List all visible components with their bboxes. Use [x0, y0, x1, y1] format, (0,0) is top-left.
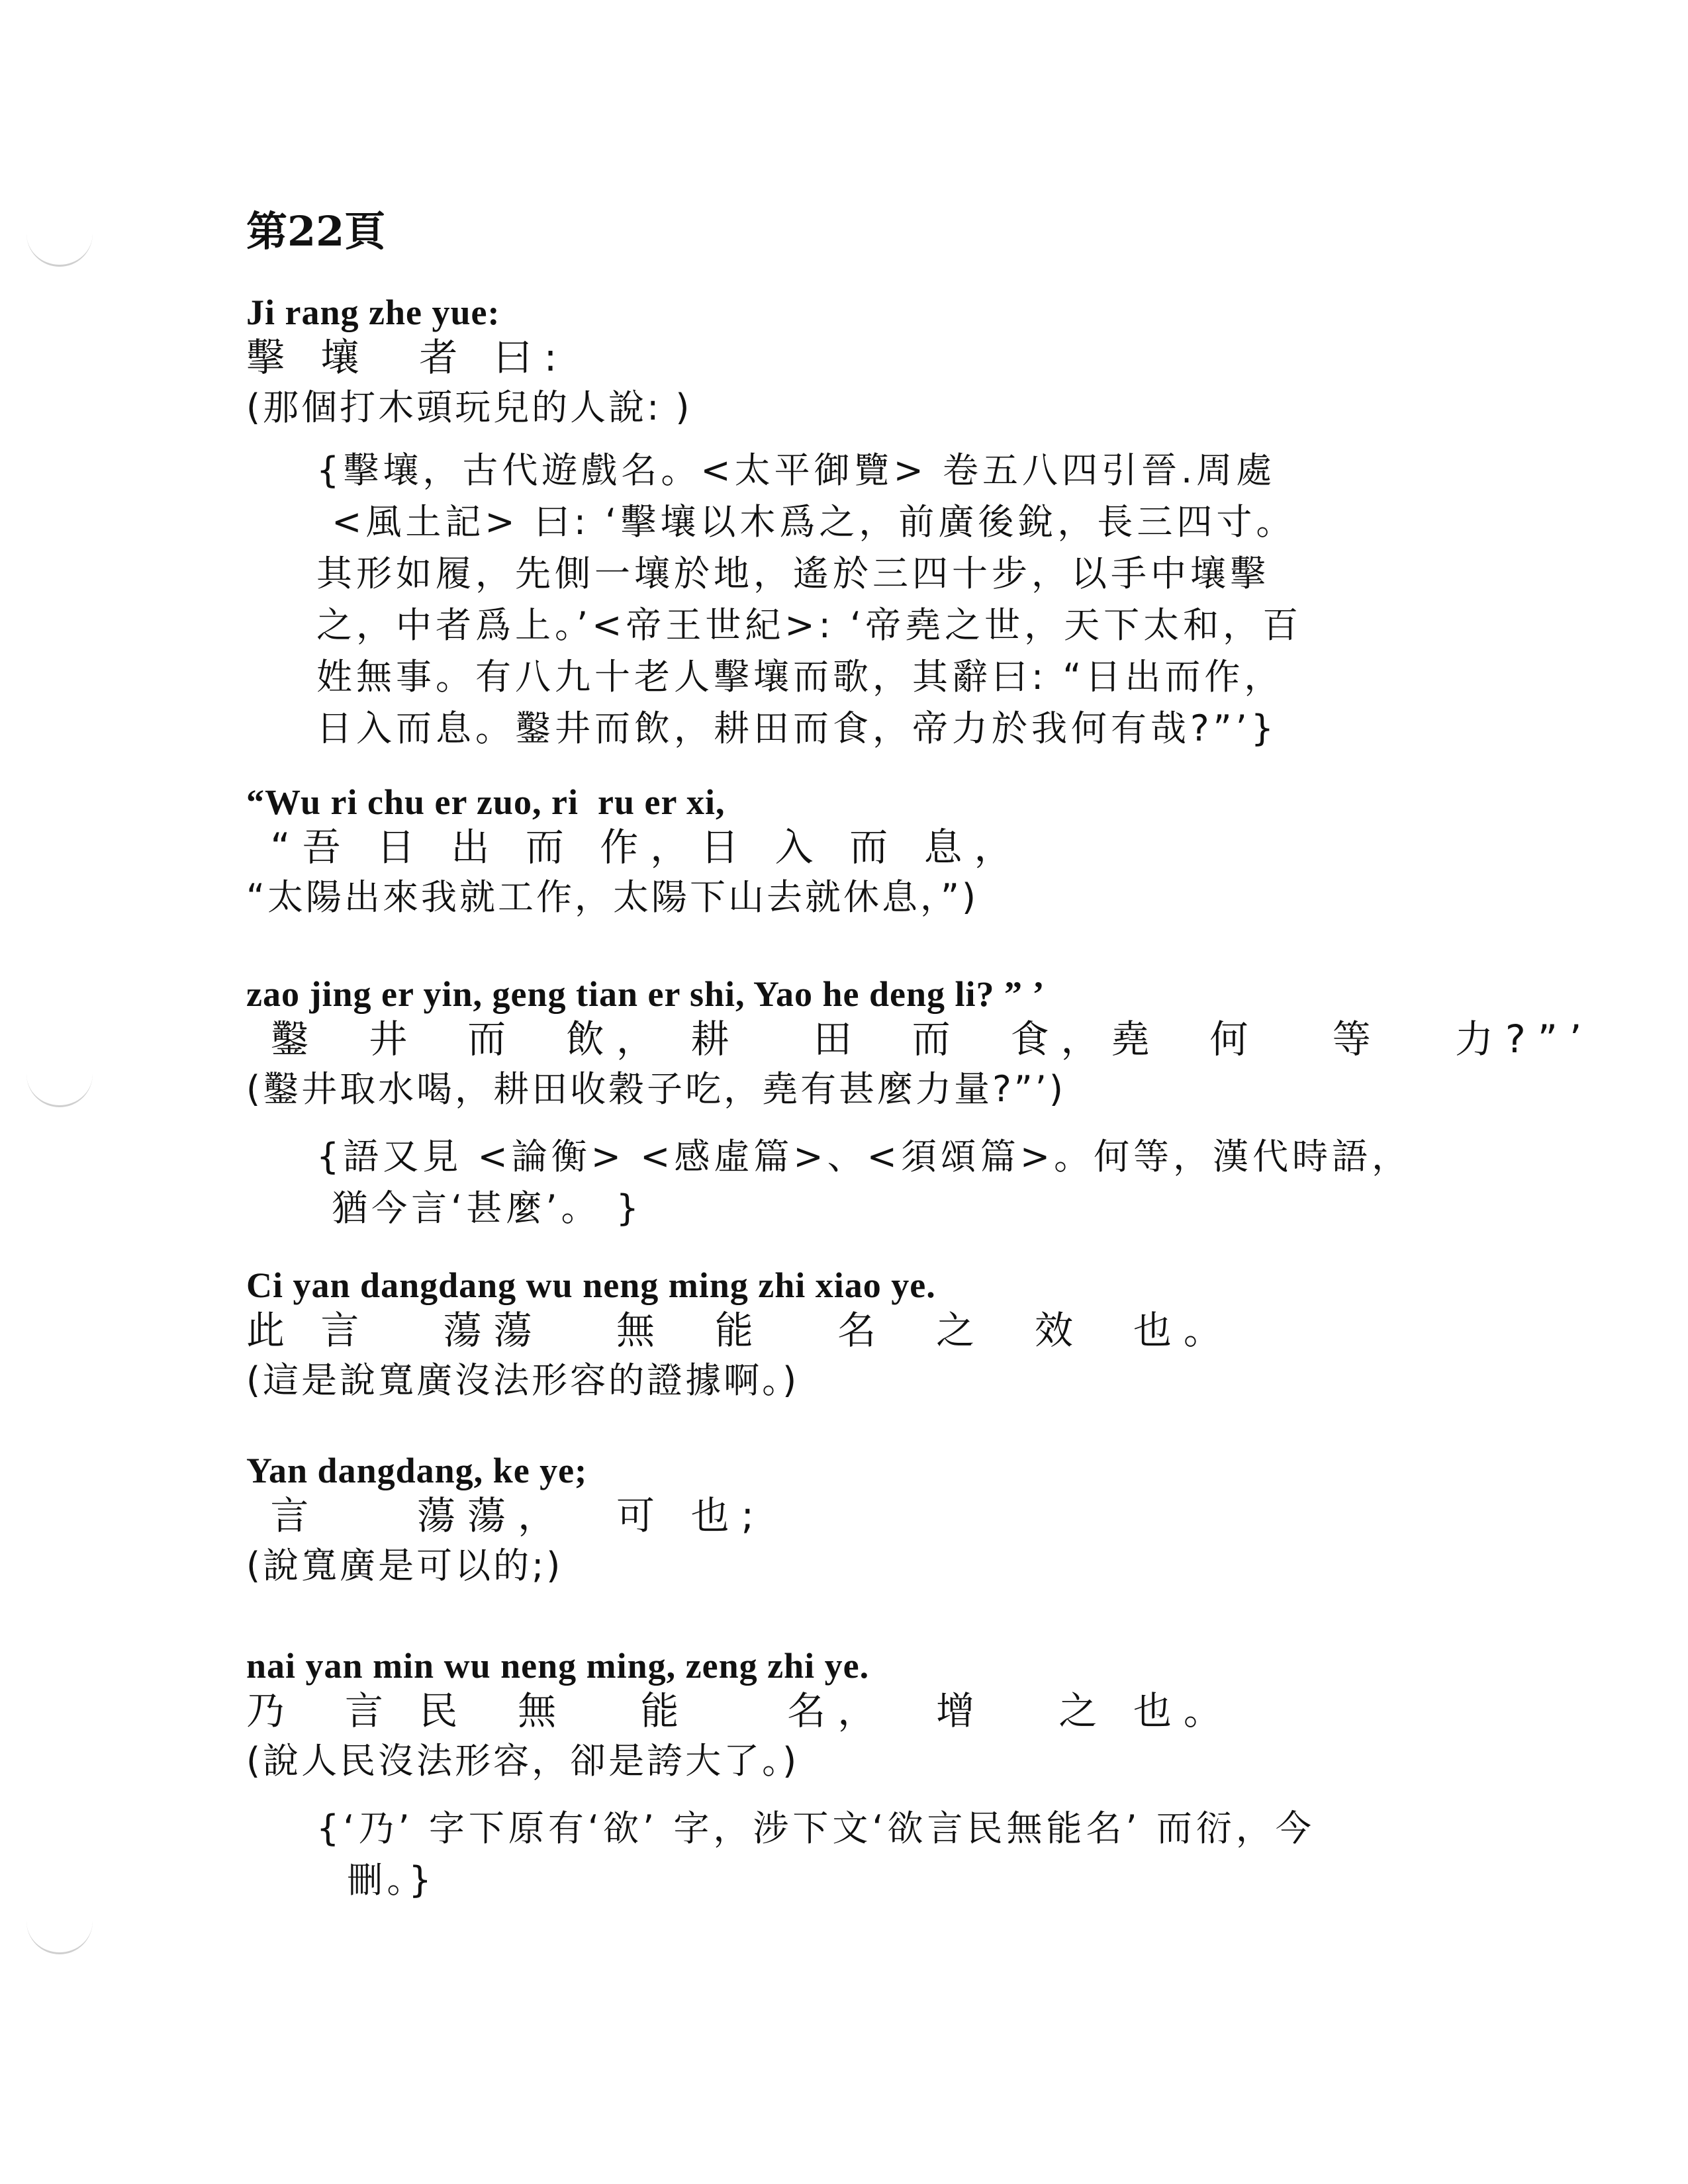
- note-line: {‘乃’ 字下原有‘欲’ 字，涉下文‘欲言民無能名’ 而衍，今: [316, 1807, 1315, 1849]
- punch-hole-mark: [26, 218, 93, 267]
- verse-section: [246, 784, 1504, 930]
- chinese-line: 鑿 井 而 飲， 耕 田 而 食，堯 何 等 力?”’: [246, 1017, 1594, 1062]
- note-line: 之，中者爲上。’<帝王世紀>: ‘帝堯之世，天下太和，百: [316, 604, 1303, 646]
- chinese-line: 此 言 蕩蕩 無 能 名 之 效 也。: [246, 1308, 1234, 1353]
- verse-section: [246, 1453, 1504, 1598]
- verse-section: [246, 1267, 1504, 1413]
- translation-line: (那個打木頭玩兒的人說: ): [246, 387, 692, 428]
- translation-line: (這是說寬廣沒法形容的證據啊。): [246, 1359, 800, 1401]
- chinese-line: 乃 言 民 無 能 名， 增 之 也。: [246, 1688, 1234, 1733]
- translation-line: (說人民沒法形容，卻是誇大了。): [246, 1740, 800, 1782]
- note-line: <風土記> 曰: ‘擊壤以木爲之，前廣後銳，長三四寸。: [316, 501, 1296, 543]
- verse-section: [246, 974, 1594, 1122]
- verse-section: [246, 295, 1504, 440]
- pinyin-line: Yan dangdang, ke ye;: [246, 1451, 588, 1490]
- page-title: 第22頁: [246, 207, 386, 255]
- pinyin-line: nai yan min wu neng ming, zeng zhi ye.: [246, 1646, 870, 1686]
- punch-hole-mark: [26, 1059, 93, 1107]
- note-line: 刪。}: [316, 1859, 436, 1901]
- note-line: 猶今言‘甚麼’。 }: [316, 1187, 643, 1229]
- punch-hole-mark: [26, 1906, 93, 1954]
- translation-line: (鑿井取水喝，耕田收穀子吃，堯有甚麼力量?”’): [246, 1068, 1066, 1110]
- chinese-line: “吾 日 出 而 作，日 入 而 息，: [246, 825, 1025, 870]
- chinese-line: 擊 壤 者 曰:: [246, 335, 569, 380]
- annotation-note: [316, 1128, 1495, 1232]
- annotation-note: [316, 1800, 1495, 1903]
- annotation-note: [316, 442, 1495, 752]
- pinyin-line: Ci yan dangdang wu neng ming zhi xiao ye.: [246, 1265, 936, 1305]
- note-line: 姓無事。有八九十老人擊壤而歌，其辭曰: “日出而作，: [316, 656, 1284, 698]
- translation-line: “太陽出來我就工作，太陽下山去就休息，”): [246, 876, 979, 918]
- pinyin-line: Ji rang zhe yue:: [246, 293, 500, 332]
- pinyin-line: zao jing er yin, geng tian er shi, Yao he deng li? ” ’: [246, 974, 1045, 1014]
- translation-line: (說寬廣是可以的;): [246, 1545, 563, 1586]
- verse-section: [246, 1648, 1504, 1794]
- chinese-line: 言 蕩蕩， 可 也;: [246, 1493, 767, 1538]
- note-line: 日入而息。鑿井而飲，耕田而食，帝力於我何有哉?”’}: [316, 707, 1278, 749]
- note-line: {語又見 <論衡> <感虛篇>、<須頌篇>。何等，漢代時語，: [316, 1136, 1412, 1177]
- note-line: 其形如履，先側一壤於地，遙於三四十步，以手中壤擊: [316, 553, 1270, 594]
- pinyin-line: “Wu ri chu er zuo, ri ru er xi,: [246, 782, 726, 822]
- note-line: {擊壤，古代遊戲名。<太平御覽> 卷五八四引晉.周處: [316, 449, 1276, 491]
